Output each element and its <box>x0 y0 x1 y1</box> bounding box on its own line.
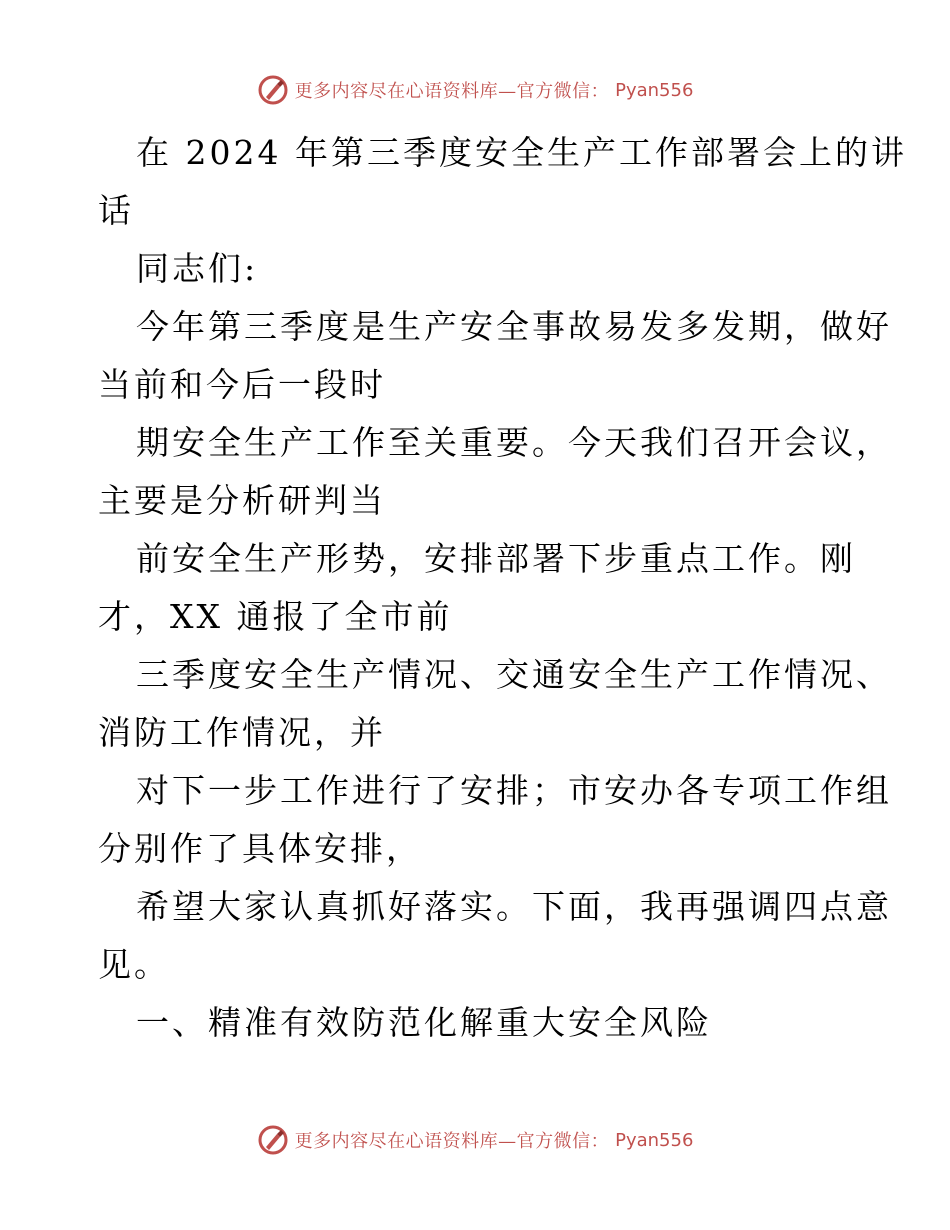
document-line: 在 2024 年第三季度安全生产工作部署会上的讲 <box>136 133 907 172</box>
watermark-wechat-id: Pyan556 <box>615 1129 694 1151</box>
document-body <box>98 124 907 1052</box>
watermark-text: 更多内容尽在心语资料库—官方微信： <box>294 1131 610 1152</box>
document-line: 话 <box>98 191 134 230</box>
document-line: 才，XX 通报了全市前 <box>98 597 453 636</box>
watermark-text: 更多内容尽在心语资料库—官方微信： <box>294 81 610 102</box>
footer-watermark <box>0 1120 950 1160</box>
pen-logo-icon <box>257 74 289 106</box>
header-watermark <box>0 70 950 110</box>
document-line: 前安全生产形势，安排部署下步重点工作。刚 <box>136 539 856 578</box>
document-line: 消防工作情况，并 <box>98 713 386 752</box>
watermark-wechat-id: Pyan556 <box>615 79 694 101</box>
document-line: 期安全生产工作至关重要。今天我们召开会议， <box>136 423 892 462</box>
document-line: 分别作了具体安排， <box>98 829 422 868</box>
document-line: 今年第三季度是生产安全事故易发多发期，做好 <box>136 307 892 346</box>
document-line: 主要是分析研判当 <box>98 481 386 520</box>
document-line: 一、精准有效防范化解重大安全风险 <box>136 1003 712 1042</box>
document-line: 三季度安全生产情况、交通安全生产工作情况、 <box>136 655 892 694</box>
document-line: 见。 <box>98 945 170 984</box>
document-line: 同志们: <box>136 249 259 288</box>
document-line: 当前和今后一段时 <box>98 365 386 404</box>
pen-logo-icon <box>257 1124 289 1156</box>
document-line: 对下一步工作进行了安排；市安办各专项工作组 <box>136 771 892 810</box>
document-line: 希望大家认真抓好落实。下面，我再强调四点意 <box>136 887 892 926</box>
